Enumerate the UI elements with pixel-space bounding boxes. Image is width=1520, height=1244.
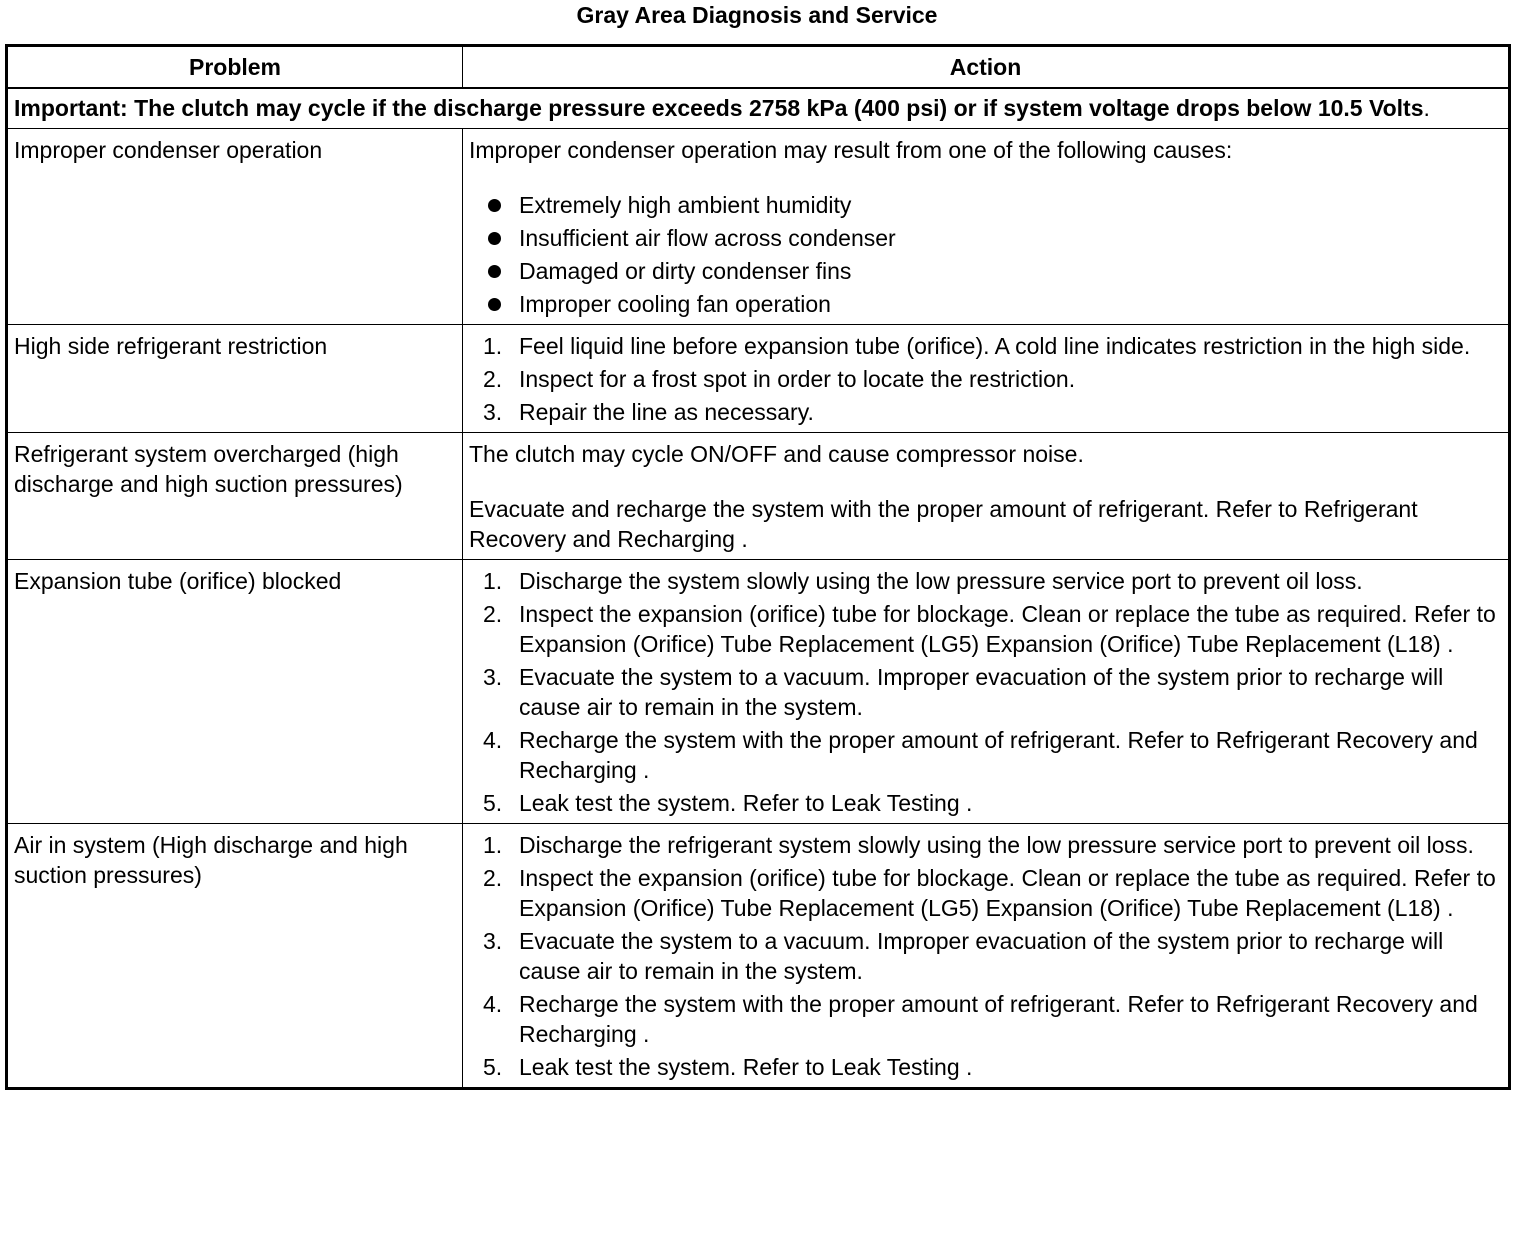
important-note-text: Important: The clutch may cycle if the discharge pressure exceeds 2758 kPa (400 psi) or if system voltage drops below 10.5 Volts [14, 95, 1424, 121]
step-text: Evacuate the system to a vacuum. Improper evacuation of the system prior to recharge will cause air to remain in the system. [519, 664, 1444, 720]
step-number: 5. [483, 790, 503, 816]
list-item-text: Improper cooling fan operation [519, 291, 831, 317]
step-text: Inspect the expansion (orifice) tube for blockage. Clean or replace the tube as required. Refer to Expansion (Orifice) Tube Replacement (LG5) Expansion (Orifice) Tube Replacement (L18) . [519, 865, 1496, 921]
step-text: Feel liquid line before expansion tube (orifice). A cold line indicates restriction in the high side. [519, 333, 1471, 359]
step-item [469, 725, 1502, 785]
action-column-header: Action [463, 46, 1510, 89]
problem-cell: High side refrigerant restriction [7, 325, 463, 433]
action-cell [463, 560, 1510, 824]
step-item [469, 788, 1502, 818]
bullet-icon [488, 265, 501, 278]
action-cell [463, 824, 1510, 1089]
step-text: Inspect for a frost spot in order to locate the restriction. [519, 366, 1076, 392]
cause-list [469, 190, 1502, 319]
diagnosis-table [5, 44, 1511, 1090]
action-cell [463, 325, 1510, 433]
list-item [469, 223, 1502, 253]
step-number: 5. [483, 1054, 503, 1080]
table-row [7, 325, 1510, 433]
step-list [469, 331, 1502, 427]
step-item [469, 566, 1502, 596]
step-number: 3. [483, 928, 503, 954]
important-note [7, 88, 1510, 129]
action-intro: Improper condenser operation may result from one of the following causes: [469, 137, 1233, 163]
list-item-text: Damaged or dirty condenser fins [519, 258, 852, 284]
step-item [469, 830, 1502, 860]
list-item [469, 256, 1502, 286]
step-item [469, 989, 1502, 1049]
list-item-text: Insufficient air flow across condenser [519, 225, 896, 251]
step-item [469, 1052, 1502, 1082]
step-number: 2. [483, 601, 503, 627]
step-list [469, 830, 1502, 1082]
step-item [469, 926, 1502, 986]
step-text: Inspect the expansion (orifice) tube for blockage. Clean or replace the tube as required. Refer to Expansion (Orifice) Tube Replacement (LG5) Expansion (Orifice) Tube Replacement (L18) . [519, 601, 1496, 657]
bullet-icon [488, 232, 501, 245]
step-text: Recharge the system with the proper amount of refrigerant. Refer to Refrigerant Recovery and Recharging . [519, 727, 1478, 783]
step-number: 4. [483, 991, 503, 1017]
step-item [469, 662, 1502, 722]
bullet-icon [488, 298, 501, 311]
step-item [469, 397, 1502, 427]
step-text: Discharge the system slowly using the low pressure service port to prevent oil loss. [519, 568, 1363, 594]
action-cell [463, 433, 1510, 560]
problem-cell: Expansion tube (orifice) blocked [7, 560, 463, 824]
step-number: 4. [483, 727, 503, 753]
list-item [469, 190, 1502, 220]
step-item [469, 364, 1502, 394]
step-number: 1. [483, 832, 503, 858]
step-number: 2. [483, 366, 503, 392]
table-row [7, 824, 1510, 1089]
step-item [469, 331, 1502, 361]
step-number: 2. [483, 865, 503, 891]
problem-cell: Air in system (High discharge and high suction pressures) [7, 824, 463, 1089]
step-list [469, 566, 1502, 818]
step-text: Leak test the system. Refer to Leak Testing . [519, 790, 973, 816]
table-row [7, 433, 1510, 560]
important-note-period: . [1423, 95, 1430, 121]
step-item [469, 863, 1502, 923]
step-item [469, 599, 1502, 659]
step-text: Discharge the refrigerant system slowly using the low pressure service port to prevent oil loss. [519, 832, 1474, 858]
important-note-row [7, 88, 1510, 129]
table-row [7, 129, 1510, 325]
step-text: Leak test the system. Refer to Leak Testing . [519, 1054, 973, 1080]
action-paragraph: The clutch may cycle ON/OFF and cause compressor noise. [469, 441, 1084, 467]
step-number: 1. [483, 333, 503, 359]
step-text: Repair the line as necessary. [519, 399, 814, 425]
header-row [7, 46, 1510, 89]
problem-cell: Improper condenser operation [7, 129, 463, 325]
step-number: 1. [483, 568, 503, 594]
table-row [7, 560, 1510, 824]
step-number: 3. [483, 399, 503, 425]
problem-cell: Refrigerant system overcharged (high discharge and high suction pressures) [7, 433, 463, 560]
list-item-text: Extremely high ambient humidity [519, 192, 852, 218]
step-text: Evacuate the system to a vacuum. Improper evacuation of the system prior to recharge will cause air to remain in the system. [519, 928, 1444, 984]
list-item [469, 289, 1502, 319]
bullet-icon [488, 199, 501, 212]
action-cell [463, 129, 1510, 325]
problem-column-header: Problem [7, 46, 463, 89]
step-number: 3. [483, 664, 503, 690]
step-text: Recharge the system with the proper amount of refrigerant. Refer to Refrigerant Recovery and Recharging . [519, 991, 1478, 1047]
action-paragraph: Evacuate and recharge the system with the proper amount of refrigerant. Refer to Refrigerant Recovery and Recharging . [469, 496, 1418, 552]
document-title: Gray Area Diagnosis and Service [576, 2, 938, 28]
